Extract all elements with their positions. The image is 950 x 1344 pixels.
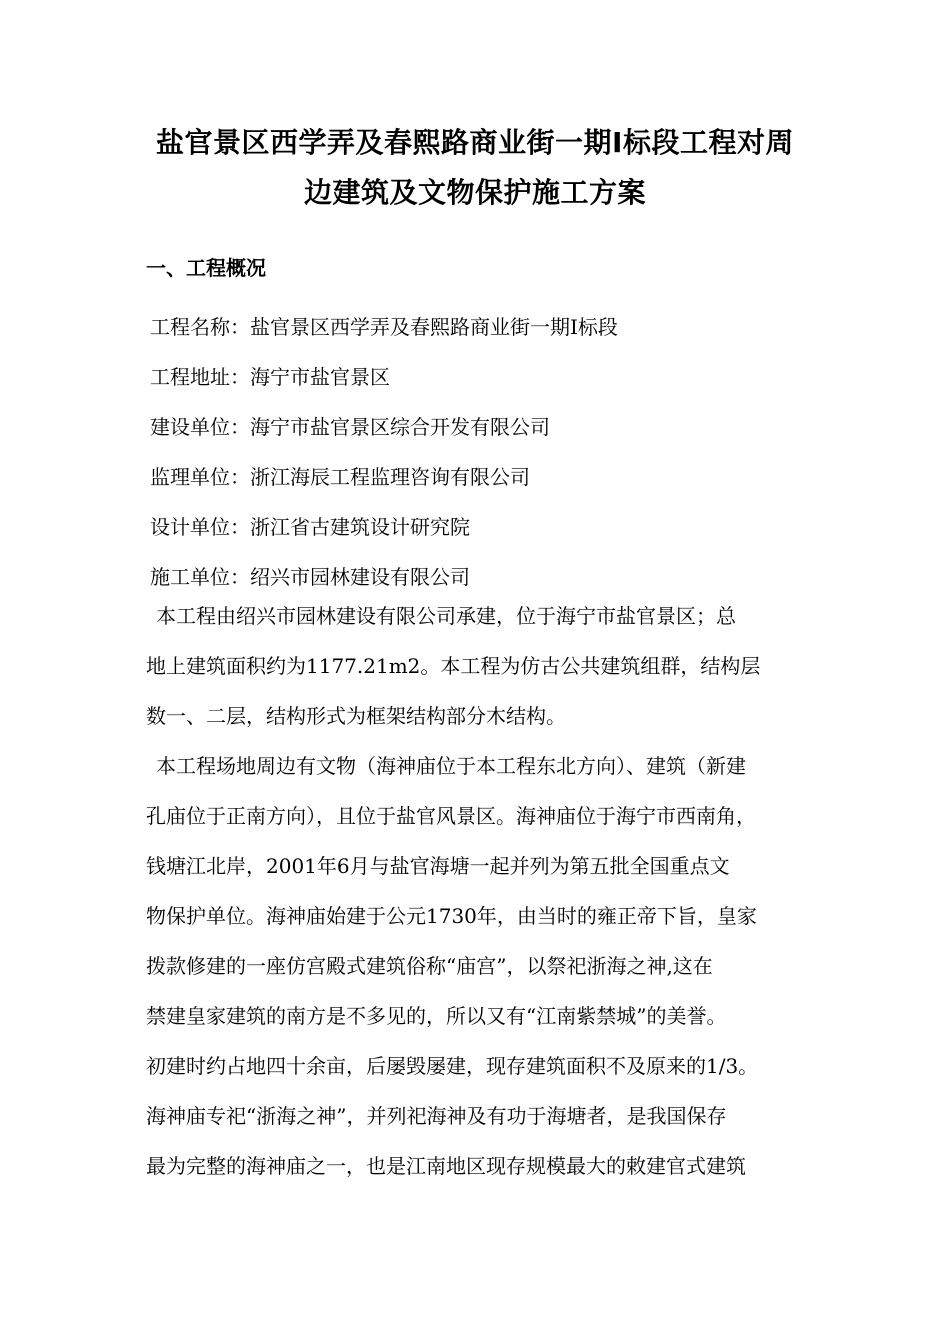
section-heading: 一、工程概况 (146, 256, 266, 280)
paragraph-overview (146, 591, 814, 741)
info-row-supervisor: 监理单位：浙江海辰工程监理咨询有限公司 (150, 465, 530, 489)
info-row-contractor: 施工单位：绍兴市园林建设有限公司 (150, 565, 470, 589)
paragraph-line: 本工程由绍兴市园林建设有限公司承建，位于海宁市盐官景区；总 (156, 604, 736, 628)
paragraph-line: 钱塘江北岸，2001年6月与盐官海塘一起并列为第五批全国重点文 (146, 854, 730, 878)
info-row-owner: 建设单位：海宁市盐官景区综合开发有限公司 (150, 415, 550, 439)
paragraph-surroundings (146, 741, 814, 1191)
paragraph-line: 初建时约占地四十余亩，后屡毁屡建，现存建筑面积不及原来的1/3。 (146, 1054, 759, 1078)
paragraph-line: 数一、二层，结构形式为框架结构部分木结构。 (146, 704, 566, 728)
project-info-list (150, 302, 830, 602)
paragraph-line: 本工程场地周边有文物（海神庙位于本工程东北方向）、建筑（新建 (156, 754, 746, 778)
info-row-designer: 设计单位：浙江省古建筑设计研究院 (150, 515, 470, 539)
paragraph-line: 地上建筑面积约为1177.21m2。本工程为仿古公共建筑组群，结构层 (146, 654, 761, 678)
info-row-project-address: 工程地址：海宁市盐官景区 (150, 365, 390, 389)
paragraph-line: 拨款修建的一座仿宫殿式建筑俗称“庙宫”，以祭祀浙海之神,这在 (146, 954, 713, 978)
paragraph-line: 最为完整的海神庙之一，也是江南地区现存规模最大的敕建官式建筑 (146, 1154, 746, 1178)
paragraph-line: 海神庙专祀“浙海之神”，并列祀海神及有功于海塘者，是我国保存 (146, 1104, 727, 1128)
title-line-2: 边建筑及文物保护施工方案 (303, 176, 646, 209)
paragraph-line: 孔庙位于正南方向），且位于盐官风景区。海神庙位于海宁市西南角， (146, 804, 756, 828)
document-title (140, 118, 810, 218)
title-line-1: 盐官景区西学弄及春熙路商业街一期Ⅰ标段工程对周 (156, 126, 794, 159)
info-row-project-name: 工程名称：盐官景区西学弄及春熙路商业街一期Ⅰ标段 (150, 315, 618, 339)
paragraph-line: 禁建皇家建筑的南方是不多见的，所以又有“江南紫禁城”的美誉。 (146, 1004, 727, 1028)
paragraph-line: 物保护单位。海神庙始建于公元1730年，由当时的雍正帝下旨，皇家 (146, 904, 757, 928)
